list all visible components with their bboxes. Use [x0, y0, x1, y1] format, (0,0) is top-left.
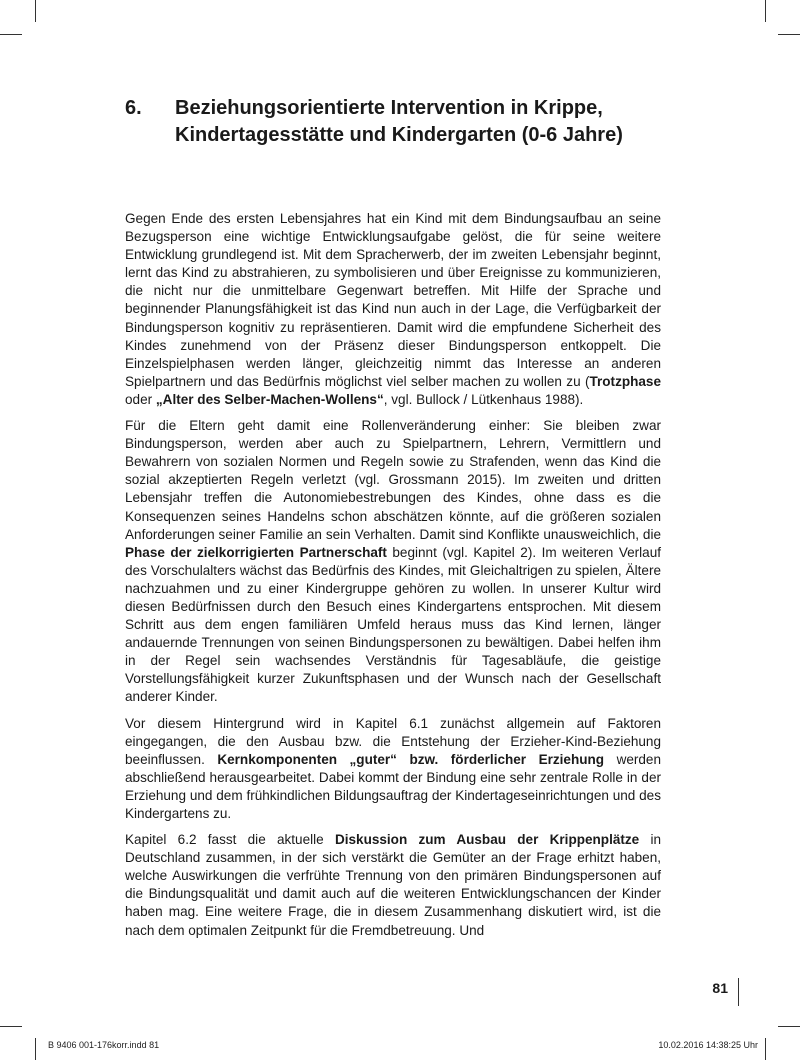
crop-mark-bottom-left-h: [0, 1026, 22, 1027]
term-trotzphase: Trotzphase: [589, 373, 661, 389]
chapter-title: Beziehungsorientierte Intervention in Krippe, Kindertagesstätte und Kindergarten (0-6 Jahre): [175, 97, 623, 146]
paragraph-1: [125, 210, 661, 409]
page-number: 81: [712, 980, 728, 996]
paragraph-1-text-a: Gegen Ende des ersten Lebensjahres hat ein Kind mit dem Bindungsaufbau an seine Bezugsperson eine wichtige Entwicklungsaufgabe gelöst, die für seine weitere Entwicklung grundlegend ist. Mit dem Spracherwerb, der im zweiten Lebensjahr beginnt, lernt das Kind zu abstrahieren, zu symbolisieren und über Ereignisse zu kommunizieren, die nicht nur die unmittelbare Gegenwart betreffen. Mit Hilfe der Sprache und beginnender Planungsfähigkeit ist das Kind nun auch in der Lage, die Verfügbarkeit der Bindungsperson kognitiv zu repräsentieren. Damit wird die empfundene Sicherheit des Kindes zunehmend von der Präsenz dieser Bindungsperson entkoppelt. Die Einzelspielphasen werden länger, gleichzeitig nimmt das Interesse an anderen Spielpartnern und das Bedürfnis möglichst viel selber machen zu wollen zu (: [125, 211, 661, 389]
paragraph-3-text-a: Vor diesem Hintergrund wird in Kapitel 6.1 zunächst allgemein auf Faktoren eingegangen, die den Ausbau bzw. die Entstehung der Erzieher-Kind-Beziehung beeinflussen.: [125, 715, 661, 767]
paragraph-4: [125, 831, 661, 940]
paragraph-4-text-c: in Deutschland zusammen, in der sich verstärkt die Gemüter an der Frage erhitzt haben, welche Auswirkungen die verfrühte Trennung von den primären Bindungspersonen auf die Bindungsqualität und damit auch auf die weiteren Entwicklungschancen der Kinder haben mag. Eine weitere Frage, die in diesem Zusammenhang diskutiert wird, ist die nach dem optimalen Zeitpunkt für die Fremdbetreuung. Und: [125, 832, 662, 938]
crop-mark-bottom-right-v: [765, 1038, 766, 1060]
paragraph-2-text-c: beginnt (vgl. Kapitel 2). Im weiteren Verlauf des Vorschulalters wächst das Bedürfnis des Kindes, mit Gleichaltrigen zu spielen, Ältere nachzuahmen und zu einer Kindergruppe gehören zu wollen. In unserer Kultur wird diesen Bedürfnissen durch den Besuch eines Kindergartens entsprochen. Mit diesem Schritt aus dem engen familiären Umfeld heraus muss das Kind lernen, länger andauernde Trennungen von seinen Bindungspersonen zu bewältigen. Dabei helfen ihm in der Regel sein wachsendes Verständnis für Tagesabläufe, die geistige Vorstellungsfähigkeit kurzer Zukunftsphasen und der Wunsch nach der Gesellschaft anderer Kinder.: [125, 544, 661, 705]
chapter-number: 6.: [125, 97, 142, 119]
body-text: [125, 210, 661, 948]
print-slug-date: 10.02.2016 14:38:25 Uhr: [658, 1040, 758, 1050]
term-kernkomponenten: Kernkomponenten „guter“ bzw. förderlicher Erziehung: [217, 751, 605, 767]
term-zielkorrigierte-partnerschaft: Phase der zielkorrigierten Partnerschaft: [125, 544, 387, 560]
paragraph-3-text-c: werden abschließend herausgearbeitet. Dabei kommt der Bindung eine sehr zentrale Rolle in der Erziehung und dem frühkindlichen Bildungsauftrag der Kindertageseinrichtungen und des Kindergartens zu.: [125, 751, 661, 821]
crop-mark-bottom-left-v: [35, 1038, 36, 1060]
crop-mark-top-left-h: [0, 34, 22, 35]
paragraph-3: [125, 715, 661, 824]
crop-mark-top-right-h: [778, 34, 800, 35]
paragraph-2-text-a: Für die Eltern geht damit eine Rollenveränderung einher: Sie bleiben zwar Bindungsperson, werden aber auch zu Spielpartnern, Lehrern, Vermittlern und Bewahrern von sozialen Normen und Regeln sowie zu Strafenden, wenn das Kind die sozial akzeptierten Regeln verletzt (vgl. Grossmann 2015). Im zweiten und dritten Lebensjahr treffen die Autonomiebestrebungen des Kindes, ohne dass es die Konsequenzen seines Handelns schon abschätzen könnte, auf die größeren sozialen Anforderungen seiner Familie an sein Verhalten. Damit sind Konflikte unausweichlich, die: [125, 418, 661, 542]
paragraph-1-text-c: oder: [125, 391, 156, 407]
paragraph-1-text-e: , vgl. Bullock / Lütkenhaus 1988).: [383, 391, 584, 407]
page-number-rule: [738, 978, 739, 1006]
crop-mark-top-right-v: [765, 0, 766, 22]
paragraph-4-text-a: Kapitel 6.2 fasst die aktuelle: [125, 832, 335, 848]
term-alter-selber-machen: „Alter des Selber-Machen-Wollens“: [155, 391, 384, 407]
crop-mark-top-left-v: [35, 0, 36, 22]
term-krippenplaetze: Diskussion zum Ausbau der Krippenplätze: [334, 832, 640, 848]
print-slug-file: B 9406 001-176korr.indd 81: [48, 1040, 160, 1050]
crop-mark-bottom-right-h: [778, 1026, 800, 1027]
paragraph-2: [125, 417, 661, 707]
